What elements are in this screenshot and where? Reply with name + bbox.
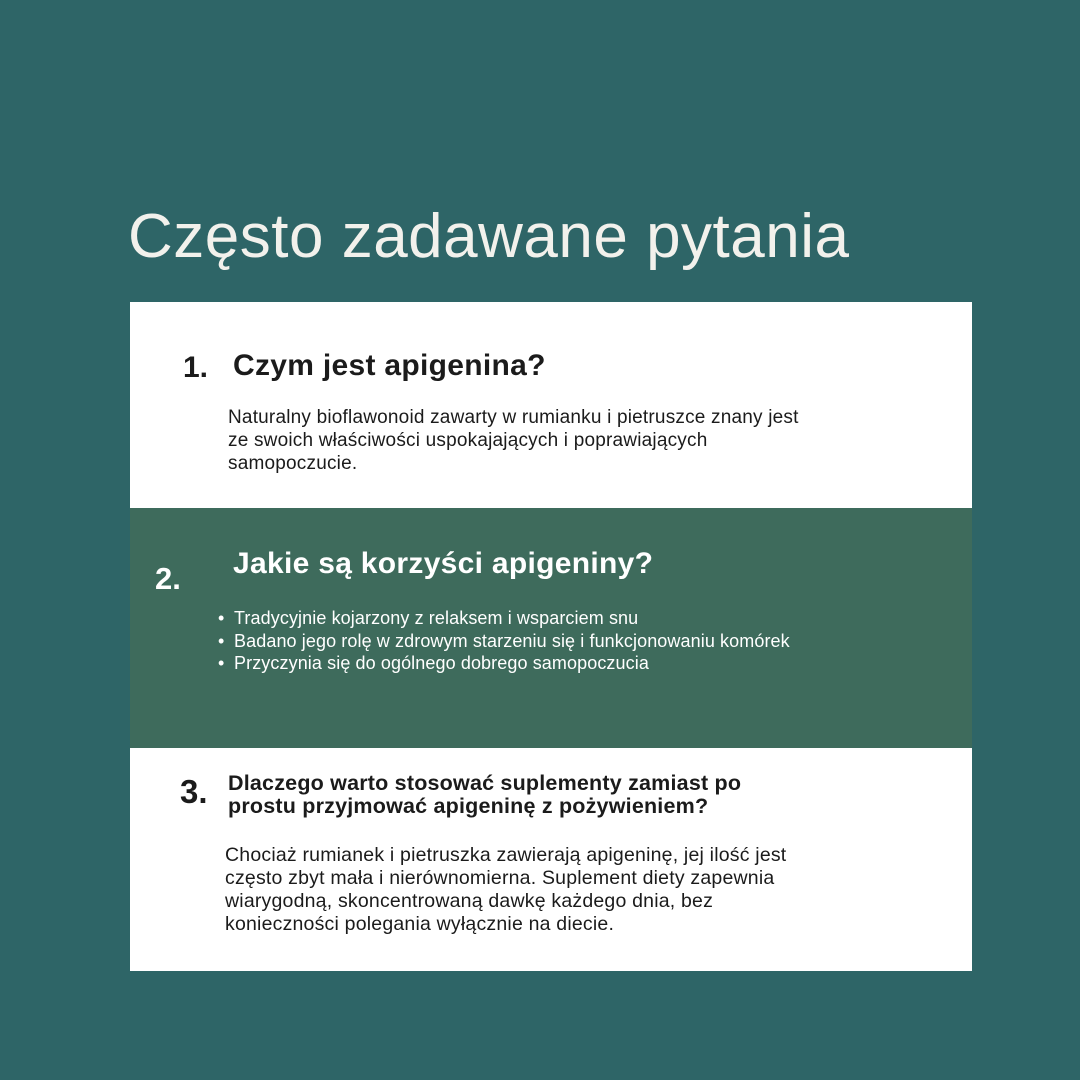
question-number-3: 3. bbox=[180, 773, 208, 810]
faq-item-3 bbox=[130, 748, 972, 971]
question-line: prostu przyjmować apigeninę z pożywieniem? bbox=[228, 794, 709, 818]
answer-line: Chociaż rumianek i pietruszka zawierają apigeninę, jej ilość jest bbox=[225, 844, 787, 866]
benefit-item: • Tradycyjnie kojarzony z relaksem i wsparciem snu bbox=[218, 607, 914, 630]
faq-item-2 bbox=[130, 508, 972, 748]
answer-line: wiarygodną, skoncentrowaną dawkę każdego dnia, bez bbox=[225, 890, 714, 912]
benefit-item: • Badano jego rolę w zdrowym starzeniu się i funkcjonowaniu komórek bbox=[218, 630, 914, 653]
question-text-2: Jakie są korzyści apigeniny? bbox=[233, 547, 654, 580]
faq-item-1 bbox=[130, 302, 972, 508]
faq-item-2-content bbox=[130, 508, 972, 675]
answer-line: konieczności polegania wyłącznie na diecie. bbox=[225, 913, 615, 935]
answer-line: często zbyt mała i nierównomierna. Suplement diety zapewnia bbox=[225, 867, 775, 889]
answer-line: samopoczucie. bbox=[228, 453, 358, 474]
answer-text-1 bbox=[228, 406, 914, 475]
faq-card bbox=[130, 302, 972, 971]
faq-item-1-content bbox=[130, 302, 972, 475]
page-title: Często zadawane pytania bbox=[128, 202, 850, 271]
question-text-1: Czym jest apigenina? bbox=[233, 349, 546, 382]
faq-item-3-content bbox=[130, 748, 972, 936]
question-number-2: 2. bbox=[155, 561, 181, 596]
answer-line: Naturalny bioflawonoid zawarty w rumianku i pietruszce znany jest bbox=[228, 407, 799, 428]
answer-text-3 bbox=[225, 844, 914, 936]
question-line: Dlaczego warto stosować suplementy zamiast po bbox=[228, 771, 742, 795]
benefit-item: • Przyczynia się do ogólnego dobrego samopoczucia bbox=[218, 652, 914, 675]
benefits-list bbox=[218, 607, 914, 675]
answer-line: ze swoich właściwości uspokajających i poprawiających bbox=[228, 430, 708, 451]
question-text-3 bbox=[228, 748, 914, 818]
question-number-1: 1. bbox=[183, 351, 209, 384]
